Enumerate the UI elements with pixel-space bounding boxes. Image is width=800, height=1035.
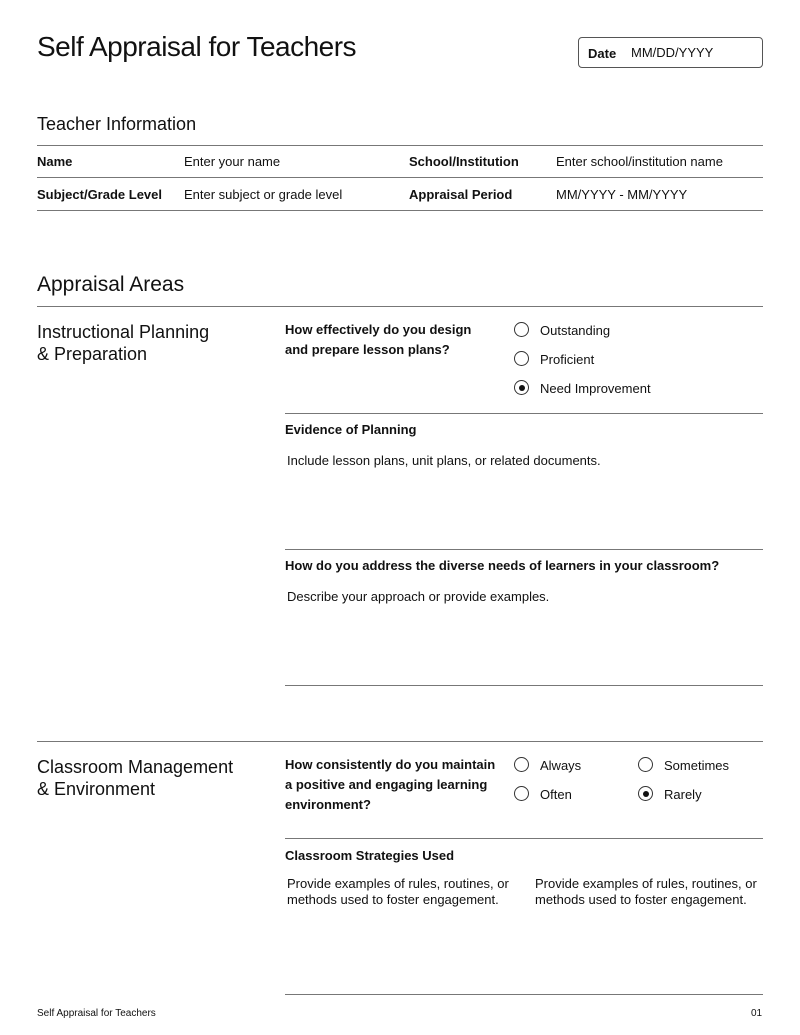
option-label: Often (540, 787, 572, 802)
divider (37, 145, 763, 146)
teacher-info-heading: Teacher Information (37, 114, 197, 134)
radio-rarely[interactable] (638, 786, 653, 801)
radio-outstanding[interactable] (514, 322, 529, 337)
radio-always[interactable] (514, 757, 529, 772)
footer-title: Self Appraisal for Teachers (37, 1008, 156, 1019)
divider (285, 413, 763, 414)
divider (37, 210, 763, 211)
radio-proficient[interactable] (514, 351, 529, 366)
question: How consistently do you maintain a positive and engaging learning environment? (285, 757, 496, 812)
evidence-textarea[interactable]: Include lesson plans, unit plans, or related documents. (287, 453, 601, 468)
option-label: Outstanding (540, 323, 611, 338)
appraisal-heading: Appraisal Areas (37, 273, 185, 296)
option-label: Rarely (664, 787, 702, 802)
section-title: Classroom Management (37, 757, 234, 777)
section-title: Instructional Planning (37, 322, 210, 342)
option-label: Always (540, 758, 582, 773)
school-input[interactable]: Enter school/institution name (556, 154, 723, 169)
divider (37, 306, 763, 307)
strategies-textarea-1[interactable]: Provide examples of rules, routines, or methods used to foster engagement. (287, 876, 509, 907)
option-label: Sometimes (664, 758, 730, 773)
divider (285, 685, 763, 686)
strategies-label: Classroom Strategies Used (285, 848, 455, 863)
school-label: School/Institution (409, 154, 519, 169)
divider (37, 741, 763, 742)
page-number: 01 (751, 1008, 763, 1019)
radio-sometimes[interactable] (638, 757, 653, 772)
section-title: & Preparation (37, 344, 148, 364)
divider (37, 177, 763, 178)
radio-often[interactable] (514, 786, 529, 801)
section-title: & Environment (37, 779, 156, 799)
question: How do you address the diverse needs of learners in your classroom? (285, 558, 720, 573)
name-input[interactable]: Enter your name (184, 154, 281, 169)
option-label: Proficient (540, 352, 595, 367)
radio-need-improvement[interactable] (514, 380, 529, 395)
date-label: Date (588, 46, 617, 61)
subject-label: Subject/Grade Level (37, 187, 162, 202)
period-label: Appraisal Period (409, 187, 513, 202)
divider (285, 838, 763, 839)
question: How effectively do you design and prepare lesson plans? (285, 322, 472, 357)
name-label: Name (37, 154, 73, 169)
date-input[interactable]: MM/DD/YYYY (631, 45, 714, 60)
option-label: Need Improvement (540, 381, 651, 396)
page-title: Self Appraisal for Teachers (37, 31, 357, 62)
period-input[interactable]: MM/YYYY - MM/YYYY (556, 187, 688, 202)
strategies-textarea-2[interactable]: Provide examples of rules, routines, or methods used to foster engagement. (535, 876, 757, 907)
date-field[interactable] (578, 37, 763, 68)
subject-input[interactable]: Enter subject or grade level (184, 187, 343, 202)
diverse-needs-textarea[interactable]: Describe your approach or provide examples. (287, 589, 550, 604)
divider (285, 994, 763, 995)
divider (285, 549, 763, 550)
evidence-label: Evidence of Planning (285, 422, 417, 437)
